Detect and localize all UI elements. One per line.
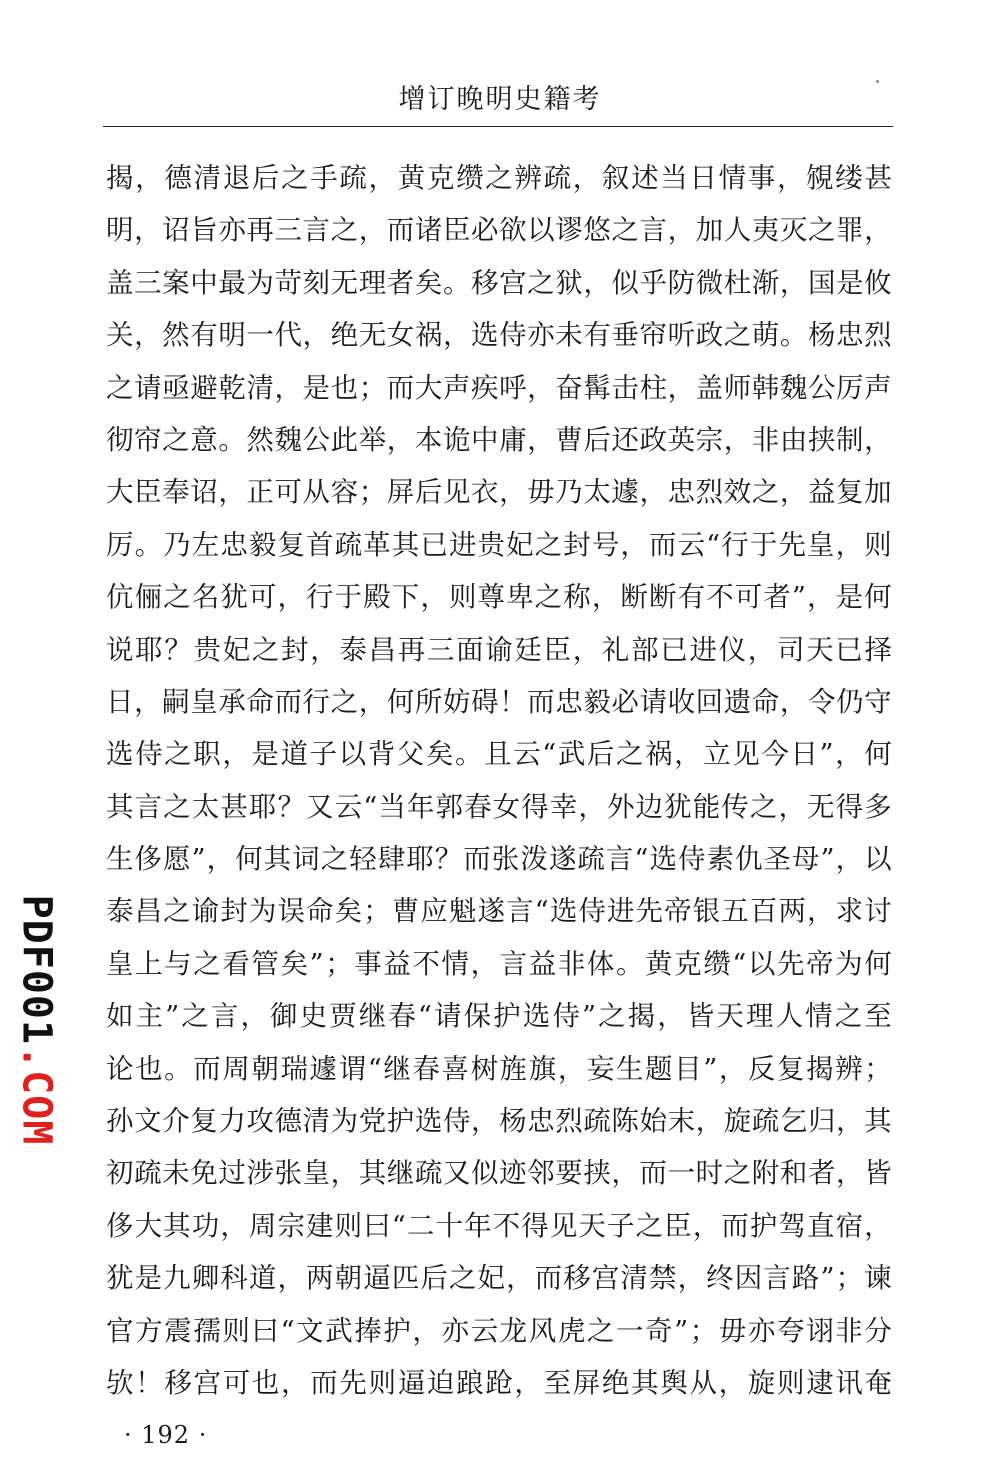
watermark-part-1: PDF001 [13,894,60,1046]
watermark [6,890,66,1150]
text-line: 厉 。 乃 左 忠 毅 复 首 疏 革 其 已 进 贵 妃 之 封 号 ， 而 云 “ 行 于 先 皇 ， 则 [106,528,892,561]
text-line: 官 方 震 孺 则 曰 “ 文 武 捧 护 ， 亦 云 龙 风 虎 之 一 奇 ” ； 毋 亦 夸 诩 非 分 [106,1314,892,1347]
text-line: 选 侍 之 职 ， 是 道 子 以 背 父 矣 。 且 云 “ 武 后 之 祸 ， 立 见 今 日 ” ， 何 [106,738,892,771]
text-line: 日 ， 嗣 皇 承 命 而 行 之 ， 何 所 妨 碍 ！ 而 忠 毅 必 请 收 回 遗 命 ， 令 仍 守 [106,685,892,718]
text-line: 泰 昌 之 谕 封 为 误 命 矣 ； 曹 应 魁 遂 言 “ 选 侍 进 先 帝 银 五 百 两 ， 求 讨 [106,895,892,928]
text-line: 说 耶 ？ 贵 妃 之 封 ， 泰 昌 再 三 面 谕 廷 臣 ， 礼 部 已 进 仪 ， 司 天 已 择 [106,633,892,666]
text-line: 彻 帘 之 意 。 然 魏 公 此 举 ， 本 诡 中 庸 ， 曹 后 还 政 英 宗 ， 非 由 挟 制 ， [106,423,892,456]
text-line: 论 也 。 而 周 朝 瑞 遽 谓 “ 继 春 喜 树 旌 旗 ， 妄 生 题 目 ” ， 反 复 揭 辨 ； [106,1052,892,1085]
text-line: 伉 俪 之 名 犹 可 ， 行 于 殿 下 ， 则 尊 卑 之 称 ， 断 断 有 不 可 者 ” ， 是 何 [106,581,892,614]
watermark-part-2: .COM [13,1045,60,1146]
text-line: 孙 文 介 复 力 攻 德 清 为 党 护 选 侍 ， 杨 忠 烈 疏 陈 始 末 ， 旋 疏 乞 归 ， 其 [106,1105,892,1138]
text-line: 欤 ！ 移 宫 可 也 ， 而 先 则 逼 迫 踉 跄 ， 至 屏 绝 其 舆 从 ， 旋 则 逮 讯 奄 [106,1366,892,1399]
text-line: 犹 是 九 卿 科 道 ， 两 朝 逼 匹 后 之 妃 ， 而 移 宫 清 禁 ， 终 因 言 路 ” ； 谏 [106,1262,892,1295]
text-line: 其 言 之 太 甚 耶 ？ 又 云 “ 当 年 郭 春 女 得 幸 ， 外 边 犹 能 传 之 ， 无 得 多 [106,790,892,823]
text-line: 皇 上 与 之 看 管 矣 ” ； 事 益 不 情 ， 言 益 非 体 。 黄 克 缵 “ 以 先 帝 为 何 [106,947,892,980]
text-line: 之 请 亟 避 乾 清 ， 是 也 ； 而 大 声 疾 呼 ， 奋 髯 击 柱 ， 盖 师 韩 魏 公 厉 声 [106,371,892,404]
header-rule [103,126,893,127]
text-line: 侈 大 其 功 ， 周 宗 建 则 曰 “ 二 十 年 不 得 见 天 子 之 臣 ， 而 护 驾 直 宿 ， [106,1209,892,1242]
scan-speck [876,80,879,83]
text-line: 生 侈 愿 ” ， 何 其 词 之 轻 肆 耶 ？ 而 张 泼 遂 疏 言 “ 选 侍 素 仇 圣 母 ” ， 以 [106,843,892,876]
text-line: 如 主 ” 之 言 ， 御 史 贾 继 春 “ 请 保 护 选 侍 ” 之 揭 ， 皆 天 理 人 情 之 至 [106,1000,892,1033]
text-line: 关 ， 然 有 明 一 代 ， 绝 无 女 祸 ， 选 侍 亦 未 有 垂 帘 听 政 之 萌 。 杨 忠 烈 [106,319,892,352]
text-line: 盖 三 案 中 最 为 苛 刻 无 理 者 矣 。 移 宫 之 狱 ， 似 乎 防 微 杜 渐 ， 国 是 攸 [106,266,892,299]
text-line: 明 ， 诏 旨 亦 再 三 言 之 ， 而 诸 臣 必 欲 以 谬 悠 之 言 ， 加 人 夷 灭 之 罪 ， [106,214,892,247]
page-number: · 192 · [124,1421,208,1449]
text-line: 大 臣 奉 诏 ， 正 可 从 容 ； 屏 后 见 衣 ， 毋 乃 太 遽 ， 忠 烈 效 之 ， 益 复 加 [106,476,892,509]
body-text [106,152,892,1409]
running-header-title: 增订晚明史籍考 [398,84,602,115]
text-line: 初 疏 未 免 过 涉 张 皇 ， 其 继 疏 又 似 迹 邻 要 挟 ， 而 一 时 之 附 和 者 ， 皆 [106,1157,892,1190]
watermark-text [13,895,59,1146]
text-line: 揭 ， 德 清 退 后 之 手 疏 ， 黄 克 缵 之 辨 疏 ， 叙 述 当 日 情 事 ， 覙 缕 甚 [106,162,892,194]
